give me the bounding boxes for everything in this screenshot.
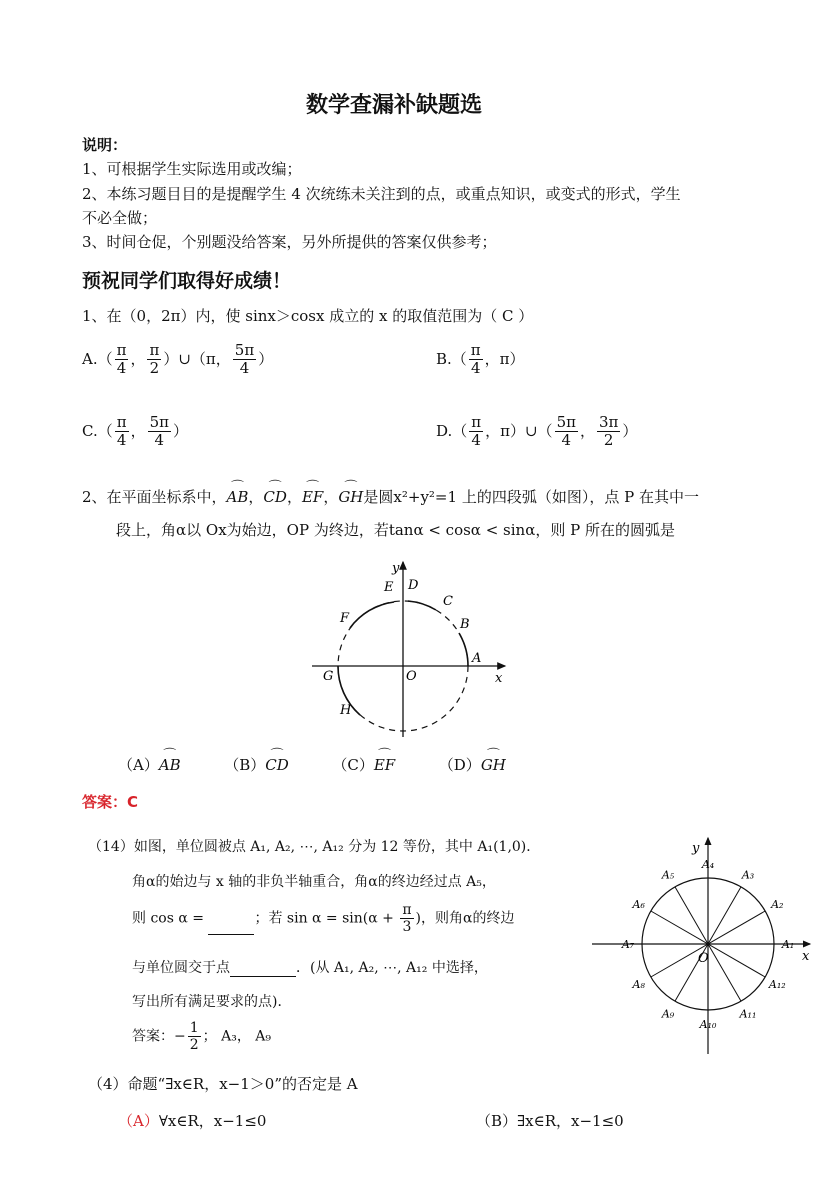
q1-stem: 1、在（0，2π）内，使 sinx＞cosx 成立的 x 的取值范围为（ C ） <box>82 307 534 325</box>
fig-label-origin: O <box>406 669 417 684</box>
notes-line-3: 3、时间仓促，个别题没给答案，另外所提供的答案仅供参考； <box>82 233 497 251</box>
notes-line-1: 1、可根据学生实际选用或改编； <box>82 160 302 178</box>
point-label-a12: A₁₂ <box>768 978 786 991</box>
arc-ab <box>459 633 468 666</box>
q14-line-1: （14）如图，单位圆被点 A₁, A₂, ⋯, A₁₂ 分为 12 等份，其中 A₁(1,0)． <box>88 839 541 855</box>
fig-point-f: F <box>340 611 350 626</box>
point-label-a6: A₆ <box>632 898 645 911</box>
q2-answer: 答案：C <box>82 793 139 811</box>
point-label-a10: A₁₀ <box>699 1018 717 1031</box>
q1-option-c: C.（ $\frac{\pi}{4}$ ， $\frac{5\pi}{4}$ ） <box>82 413 189 450</box>
q14-blank-2[interactable] <box>230 976 296 977</box>
wish-heading: 预祝同学们取得好成绩！ <box>82 270 292 292</box>
q14-answer: 答案：− $\frac{1}{2}$ ； A₃， A₉ <box>132 1020 272 1054</box>
fig-point-g: G <box>323 669 334 684</box>
point-label-a9: A₉ <box>661 1007 675 1021</box>
arc-ef <box>350 602 394 628</box>
fig-label-origin: O <box>698 951 709 966</box>
notes-line-2a: 2、本练习题目目的是提醒学生 4 次统练未关注到的点，或重点知识，或变式的形式，学生 <box>82 185 681 203</box>
point-label-a3: A₃ <box>741 868 755 882</box>
q14-circle-figure <box>588 832 816 1058</box>
point-label-a7: A₇ <box>621 938 635 951</box>
q14-line-2: 角α的始边与 x 轴的非负半轴重合，角α的终边经过点 A₅， <box>132 874 496 890</box>
fig-point-h: H <box>340 703 352 718</box>
arc-cd <box>408 601 436 610</box>
notes-heading: 说明： <box>82 136 128 154</box>
notes-line-2b: 不必全做； <box>82 209 158 227</box>
fig-point-b: B <box>460 617 470 632</box>
q14-blank-1[interactable] <box>208 934 254 935</box>
q2-circle-figure <box>300 552 520 742</box>
fig-label-y: y <box>692 841 700 856</box>
q2-line-2: 段上，角α以 Ox为始边，OP 为终边，若tanα < cosα < sinα，则 P 所在的圆弧是 <box>116 521 675 539</box>
point-label-a8: A₈ <box>632 978 645 991</box>
point-label-a11: A₁₁ <box>739 1007 757 1021</box>
q4-stem: （4）命题“∃x∈R，x−1＞0”的否定是 A <box>88 1075 358 1093</box>
q14-line-3: 则 cos α = ；若 sin α = sin(α + $\frac{\pi}{3}$ )，则角α的终边 <box>132 902 515 936</box>
q1-option-a: A.（ $\frac{\pi}{4}$ ， $\frac{\pi}{2}$ ）∪（π， $\frac{5\pi}{4}$ ） <box>82 341 274 378</box>
fig-point-a: A <box>472 651 482 666</box>
fig-label-x: x <box>495 671 503 686</box>
q1-option-d: D.（ $\frac{\pi}{4}$ ，π）∪（ $\frac{5\pi}{4}$ ， $\frac{3\pi}{2}$ ） <box>436 413 638 450</box>
q1-option-b: B.（ $\frac{\pi}{4}$ ，π） <box>436 341 525 378</box>
point-label-a4: A₄ <box>701 858 715 871</box>
fig-point-c: C <box>443 594 453 609</box>
fig-point-e: E <box>384 580 394 595</box>
point-label-a1: A₁ <box>781 938 795 951</box>
point-label-a5: A₅ <box>661 868 675 882</box>
page-title: 数学查漏补缺题选 <box>306 93 483 118</box>
q14-line-5: 写出所有满足要求的点)． <box>132 994 292 1010</box>
fig-point-d: D <box>408 578 419 593</box>
fig-label-x: x <box>802 949 810 964</box>
q4-option-a: （A）∀x∈R，x−1≤0 <box>118 1112 267 1130</box>
q2-line-1: 2、在平面坐标系中，⌒ AB，⌒ CD，⌒ EF，⌒ GH是圆x²+y²=1 上的四段弧（如图），点 P 在其中一 <box>82 486 699 507</box>
fig-label-y: y <box>392 561 400 576</box>
q14-line-4: 与单位圆交于点 ．(从 A₁, A₂, ⋯, A₁₂ 中选择， <box>132 960 488 976</box>
q4-option-b: （B）∃x∈R，x−1≤0 <box>476 1112 624 1130</box>
point-label-a2: A₂ <box>771 898 784 911</box>
q2-options: （A）⌒ AB （B）⌒ CD （C）⌒ EF （D）⌒ GH <box>118 754 506 775</box>
